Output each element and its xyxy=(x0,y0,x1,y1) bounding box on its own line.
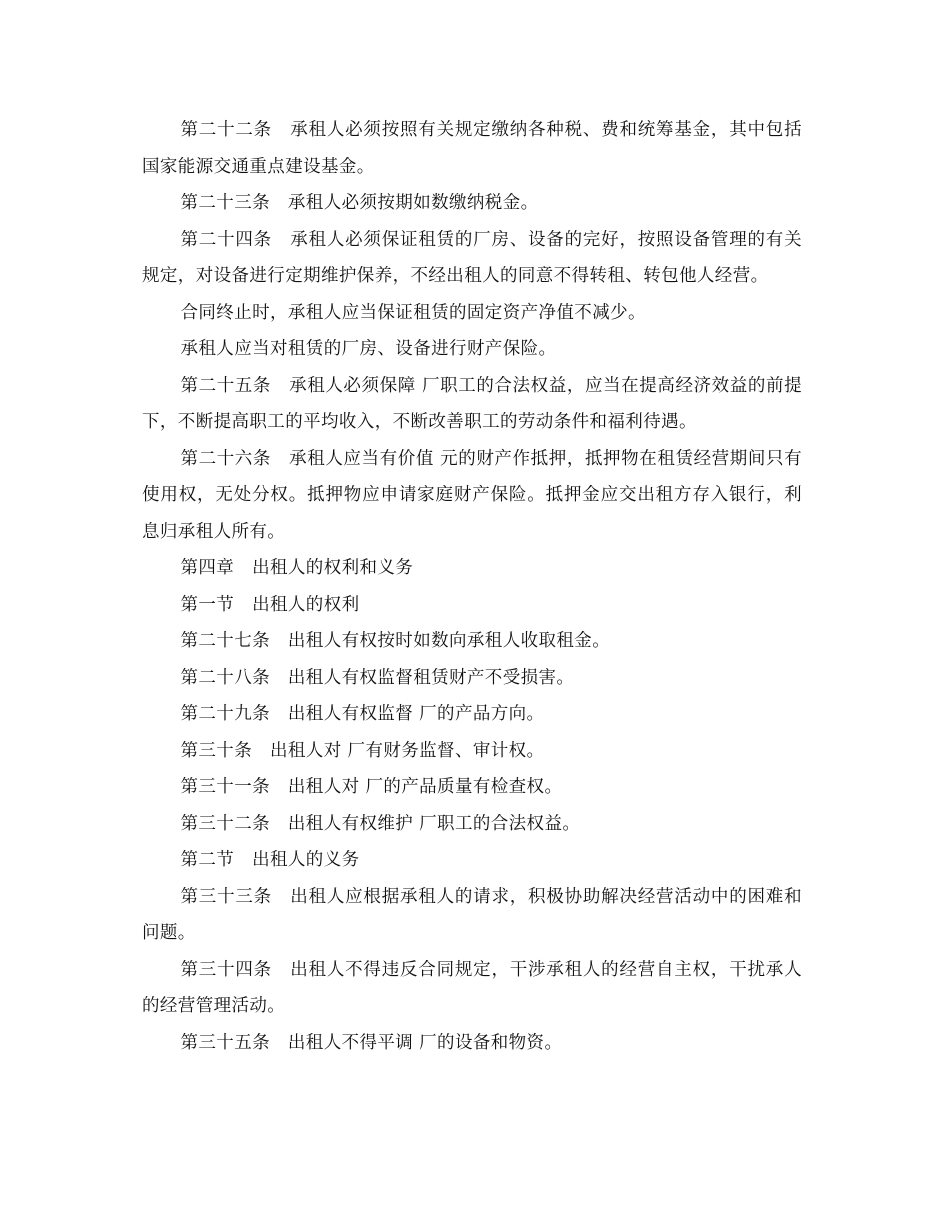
article-32: 第三十二条 出租人有权维护 厂职工的合法权益。 xyxy=(180,813,581,834)
article-25: 第二十五条 承租人必须保障 厂职工的合法权益，应当在提高经济效益的前提下，不断提高职工的平均收入，不断改善职工的劳动条件和福利待遇。 xyxy=(142,375,802,432)
article-22: 第二十二条 承租人必须按照有关规定缴纳各种税、费和统筹基金，其中包括国家能源交通重点建设基金。 xyxy=(142,120,802,177)
property-insurance-clause: 承租人应当对租赁的厂房、设备进行财产保险。 xyxy=(180,339,557,359)
article-26: 第二十六条 承租人应当有价值 元的财产作抵押，抵押物在租赁经营期间只有使用权，无处分权。抵押物应申请家庭财产保险。抵押金应交出租方存入银行，利息归承租人所有。 xyxy=(142,448,802,542)
article-35: 第三十五条 出租人不得平调 厂的设备和物资。 xyxy=(180,1032,563,1053)
section-1-heading: 第一节 出租人的权利 xyxy=(180,594,360,615)
article-24: 第二十四条 承租人必须保证租赁的厂房、设备的完好，按照设备管理的有关规定，对设备进行定期维护保养，不经出租人的同意不得转租、转包他人经营。 xyxy=(142,229,802,286)
article-28: 第二十八条 出租人有权监督租赁财产不受损害。 xyxy=(180,667,575,688)
article-31: 第三十一条 出租人对 厂的产品质量有检查权。 xyxy=(180,777,563,797)
article-34: 第三十四条 出租人不得违反合同规定，干涉承租人的经营自主权，干扰承人的经营管理活动。 xyxy=(142,959,802,1016)
article-30: 第三十条 出租人对 厂有财务监督、审计权。 xyxy=(180,740,545,761)
article-33: 第三十三条 出租人应根据承租人的请求，积极协助解决经营活动中的困难和问题。 xyxy=(142,886,802,943)
section-2-heading: 第二节 出租人的义务 xyxy=(180,850,360,870)
chapter-4-heading: 第四章 出租人的权利和义务 xyxy=(180,558,414,578)
article-27: 第二十七条 出租人有权按时如数向承租人收取租金。 xyxy=(180,631,611,651)
document-page xyxy=(142,112,802,1061)
contract-termination-clause: 合同终止时，承租人应当保证租赁的固定资产净值不减少。 xyxy=(180,302,646,323)
article-29: 第二十九条 出租人有权监督 厂的产品方向。 xyxy=(180,704,545,724)
article-23: 第二十三条 承租人必须按期如数缴纳税金。 xyxy=(180,193,539,213)
